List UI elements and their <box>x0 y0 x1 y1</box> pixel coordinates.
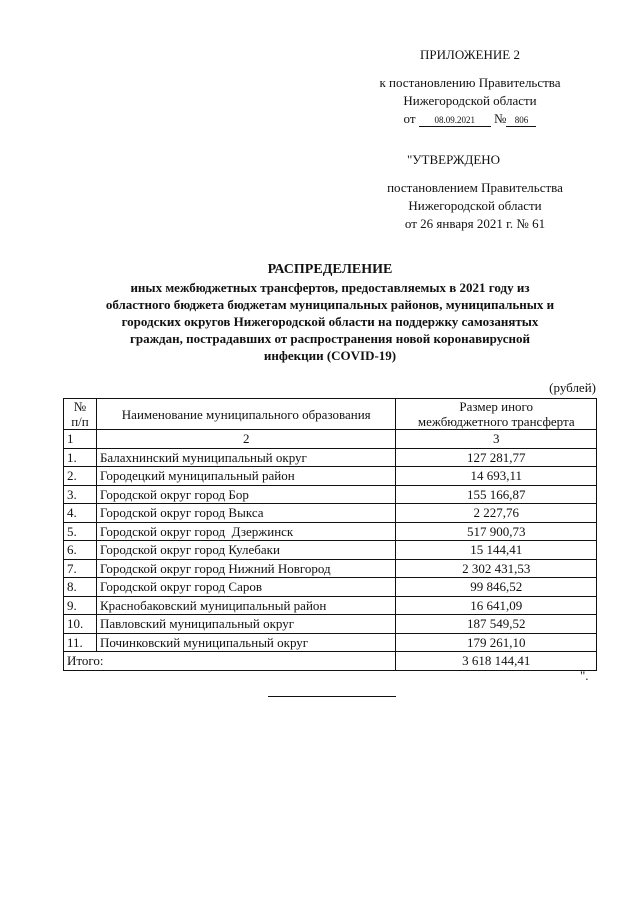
subtitle-line-4: граждан, пострадавших от распространения новой коронавирусной <box>129 331 531 346</box>
document-subtitle <box>30 279 630 364</box>
subtitle-line-5: инфекции (COVID-19) <box>263 348 397 363</box>
table-row <box>64 522 597 541</box>
approved-line-2: Нижегородской области <box>408 198 542 213</box>
resolution-number: 806 <box>506 115 536 127</box>
row-amount: 179 261,10 <box>396 633 597 652</box>
resolution-date: 08.09.2021 <box>419 115 491 127</box>
subtitle-line-1: иных межбюджетных трансфертов, предоставляемых в 2021 году из <box>130 280 530 295</box>
document-title: РАСПРЕДЕЛЕНИЕ <box>267 262 393 277</box>
row-amount: 15 144,41 <box>396 541 597 560</box>
row-name: Починковский муниципальный округ <box>96 633 396 652</box>
row-number: 11. <box>64 633 97 652</box>
row-amount: 517 900,73 <box>396 522 597 541</box>
end-divider <box>268 696 396 697</box>
header-num-line-2: п/п <box>71 414 89 429</box>
row-name: Городской округ город Дзержинск <box>96 522 396 541</box>
row-number: 8. <box>64 578 97 597</box>
row-name: Городской округ город Кулебаки <box>96 541 396 560</box>
unit-label: (рублей) <box>549 380 596 395</box>
row-name: Балахнинский муниципальный округ <box>96 448 396 467</box>
row-amount: 2 302 431,53 <box>396 559 597 578</box>
table-row <box>64 467 597 486</box>
row-amount: 127 281,77 <box>396 448 597 467</box>
table-row <box>64 541 597 560</box>
approved-line-3: от 26 января 2021 г. № 61 <box>404 216 546 231</box>
total-row <box>64 652 597 671</box>
table-row <box>64 559 597 578</box>
row-name: Городской округ город Выкса <box>96 504 396 523</box>
table-row <box>64 504 597 523</box>
approved-line-1: постановлением Правительства <box>387 180 563 195</box>
approved-label: "УТВЕРЖДЕНО <box>407 152 501 167</box>
table-row <box>64 485 597 504</box>
row-number: 1. <box>64 448 97 467</box>
appendix-title: ПРИЛОЖЕНИЕ 2 <box>420 47 520 62</box>
row-number: 9. <box>64 596 97 615</box>
row-amount: 2 227,76 <box>396 504 597 523</box>
row-amount: 14 693,11 <box>396 467 597 486</box>
appendix-header <box>340 46 600 128</box>
col-number-2: 2 <box>96 430 396 449</box>
total-value: 3 618 144,41 <box>396 652 597 671</box>
region-line: Нижегородской области <box>403 93 537 108</box>
row-name: Городской округ город Нижний Новгород <box>96 559 396 578</box>
header-amount-line-1: Размер иного <box>459 399 534 414</box>
table-row <box>64 578 597 597</box>
total-label: Итого: <box>64 652 396 671</box>
resolution-line: к постановлению Правительства <box>379 75 561 90</box>
table-row <box>64 633 597 652</box>
header-num-line-1: № <box>73 399 87 414</box>
row-name: Павловский муниципальный округ <box>96 615 396 634</box>
row-number: 4. <box>64 504 97 523</box>
subtitle-line-2: областного бюджета бюджетам муниципальных районов, муниципальных и <box>105 297 555 312</box>
row-number: 2. <box>64 467 97 486</box>
header-num <box>64 399 97 430</box>
header-name: Наименование муниципального образования <box>96 399 396 430</box>
row-name: Городской округ город Бор <box>96 485 396 504</box>
approved-block <box>345 151 605 233</box>
row-number: 3. <box>64 485 97 504</box>
row-number: 5. <box>64 522 97 541</box>
row-amount: 16 641,09 <box>396 596 597 615</box>
row-name: Городской округ город Саров <box>96 578 396 597</box>
date-prefix: от <box>403 111 416 126</box>
table-row <box>64 448 597 467</box>
closing-quote: ". <box>580 668 589 683</box>
row-amount: 187 549,52 <box>396 615 597 634</box>
row-amount: 155 166,87 <box>396 485 597 504</box>
row-name: Городецкий муниципальный район <box>96 467 396 486</box>
header-amount <box>396 399 597 430</box>
row-amount: 99 846,52 <box>396 578 597 597</box>
table-row <box>64 615 597 634</box>
row-number: 6. <box>64 541 97 560</box>
row-number: 10. <box>64 615 97 634</box>
col-number-3: 3 <box>396 430 597 449</box>
resolution-date-line <box>340 110 600 128</box>
column-number-row <box>64 430 597 449</box>
col-number-1: 1 <box>64 430 97 449</box>
subtitle-line-3: городских округов Нижегородской области на поддержку самозанятых <box>121 314 539 329</box>
transfers-table <box>63 398 597 671</box>
table-row <box>64 596 597 615</box>
row-name: Краснобаковский муниципальный район <box>96 596 396 615</box>
row-number: 7. <box>64 559 97 578</box>
table-header-row <box>64 399 597 430</box>
header-amount-line-2: межбюджетного трансферта <box>417 414 575 429</box>
number-sign: № <box>494 111 507 126</box>
